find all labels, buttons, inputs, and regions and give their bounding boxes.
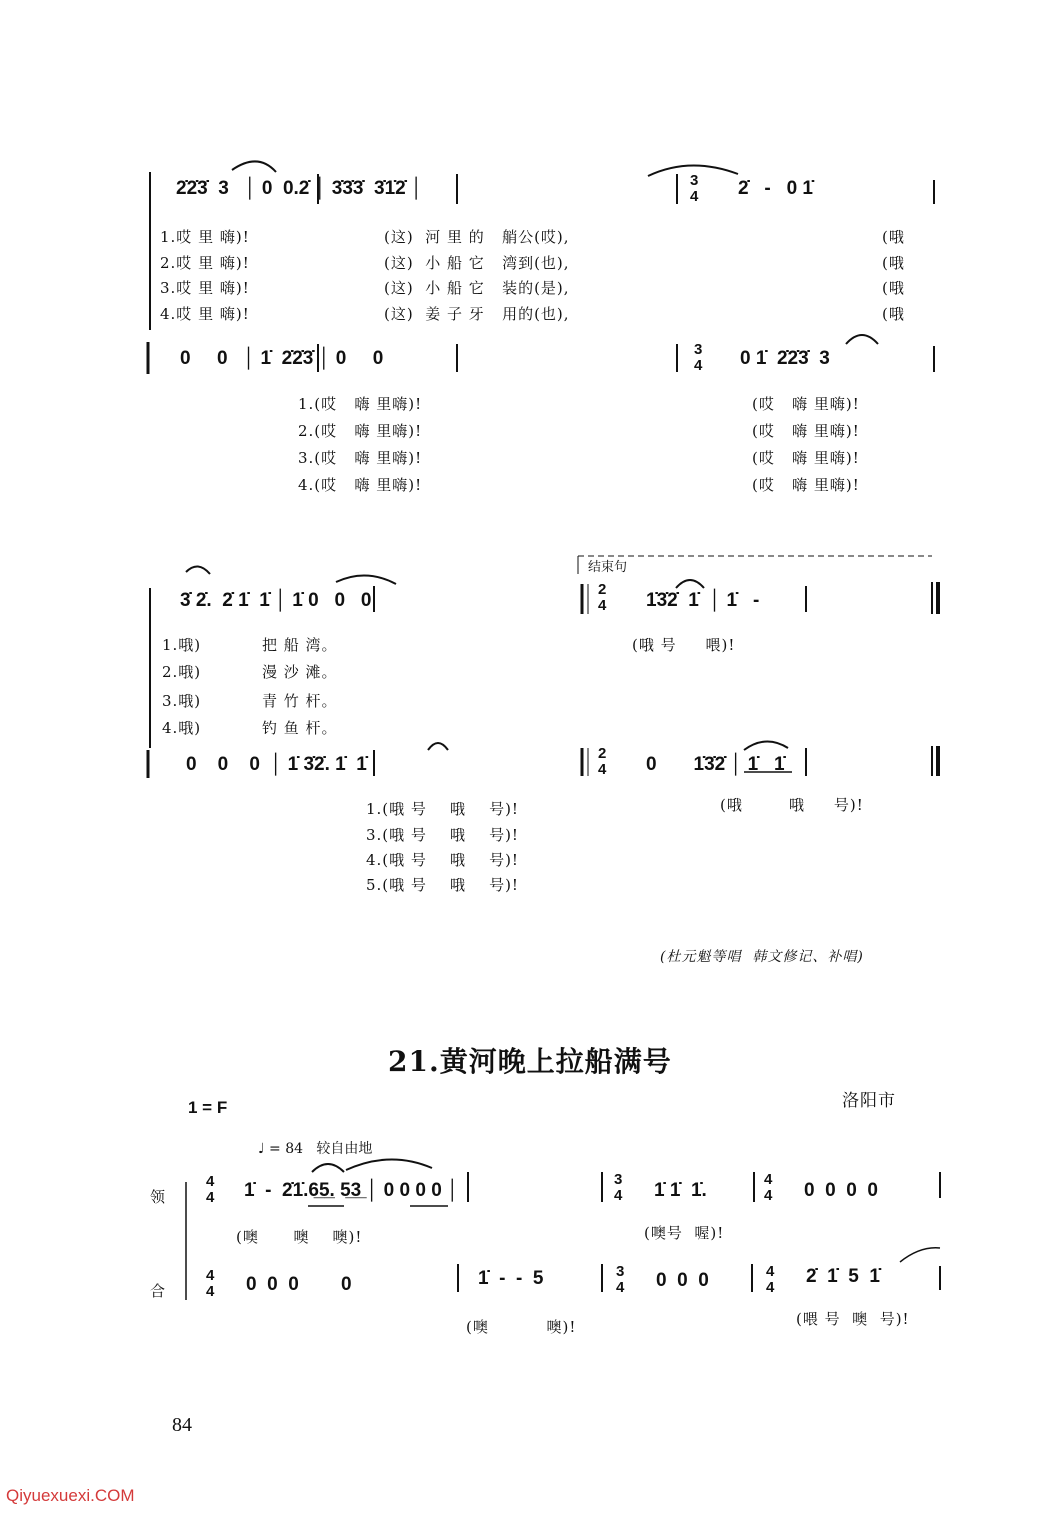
s1-lower-lyric: (哎 嗨 里嗨)! bbox=[752, 476, 860, 494]
s1-lyric-line: 4.哎 里 嗨)! bbox=[160, 305, 250, 323]
s2-lyric-line: (哦 号 喂)! bbox=[632, 636, 736, 654]
lead-time-sig-c: 4 4 bbox=[764, 1171, 773, 1204]
lead-notes-b: 1̇ 1̇ 1̇. bbox=[654, 1180, 707, 1201]
lead-notes-c: 0 0 0 0 bbox=[804, 1180, 878, 1201]
s2-lower-lyric: 4.(哦 号 哦 号)! bbox=[366, 851, 519, 869]
s1-lyric-line: (这) 河 里 的 艄公(哎), bbox=[384, 228, 570, 246]
chorus-notes-d: 2̇ 1̇ 5 1̇ bbox=[806, 1266, 880, 1287]
s2-upper-notes-end: 1̇3̇2̇ 1̇ │ 1̇ - bbox=[646, 590, 760, 611]
s2-lower-lyric: (哦 哦 号)! bbox=[720, 796, 864, 814]
s1-lower-lyric: (哎 嗨 里嗨)! bbox=[752, 449, 860, 467]
s1-lower-time-sig: 3 4 bbox=[694, 341, 703, 374]
s2-upper-notes: 3̇ 2̇. 2̇ 1̇ 1̇ │ 1̇ 0 0 0 bbox=[180, 590, 372, 611]
chorus-time-sig-c: 4 4 bbox=[766, 1263, 775, 1296]
lead-notes: 1̇ - 2̇1̇.6̲5̲. 5̲3̲ │ 0 0 0 0 │ bbox=[244, 1180, 459, 1201]
s2-upper-time-sig: 2 4 bbox=[598, 581, 607, 614]
s1-upper-notes: 2̇2̇3̇ 3 │ 0 0.2̇ │ 3̇3̇3̇ 3̇1̇2̇ │ bbox=[176, 178, 423, 199]
watermark: Qiyuexuexi.COM bbox=[6, 1486, 135, 1505]
s1-lyric-line: 3.哎 里 嗨)! bbox=[160, 279, 250, 297]
s2-lyric-line: 钓 鱼 杆。 bbox=[262, 719, 338, 737]
s1-lyric-line: (这) 小 船 它 装的(是), bbox=[384, 279, 570, 297]
lead-time-sig-b: 3 4 bbox=[614, 1171, 623, 1204]
chorus-lyric-b: (喂 号 噢 号)! bbox=[796, 1310, 910, 1328]
s1-lyric-line: (哦 bbox=[882, 279, 905, 297]
s1-lower-lyric: 1.(哎 嗨 里嗨)! bbox=[298, 395, 423, 413]
lead-lyric-a: (噢 噢 噢)! bbox=[236, 1228, 363, 1246]
tempo-marking: ♩ = 84 较自由地 bbox=[258, 1141, 373, 1157]
s1-lower-lyric: 3.(哎 嗨 里嗨)! bbox=[298, 449, 423, 467]
s1-lyric-line: (哦 bbox=[882, 254, 905, 272]
lead-time-sig-a: 4 4 bbox=[206, 1173, 215, 1206]
s2-lyric-line: 4.哦) bbox=[162, 719, 202, 737]
s1-lyric-line: (哦 bbox=[882, 305, 905, 323]
s1-lyric-line: 2.哎 里 嗨)! bbox=[160, 254, 250, 272]
s2-lyric-line: 2.哦) bbox=[162, 663, 202, 681]
s1-lower-lyric: 2.(哎 嗨 里嗨)! bbox=[298, 422, 423, 440]
chorus-notes: 0 0 0 0 bbox=[246, 1274, 352, 1295]
s2-lyric-line: 3.哦) bbox=[162, 692, 202, 710]
chorus-notes-b: 1̇ - - 5 bbox=[478, 1268, 544, 1289]
s1-lower-notes-end: 0 1̇ 2̇2̇3̇ 3 bbox=[740, 348, 830, 369]
s1-lyric-line: (这) 小 船 它 湾到(也), bbox=[384, 254, 570, 272]
song-title: 21.黄河晚上拉船满号 bbox=[388, 1045, 672, 1078]
song-location: 洛阳市 bbox=[842, 1091, 896, 1111]
s1-lower-lyric: (哎 嗨 里嗨)! bbox=[752, 422, 860, 440]
chorus-label: 合 bbox=[150, 1282, 167, 1300]
s2-lower-lyric: 5.(哦 号 哦 号)! bbox=[366, 876, 519, 894]
s2-lower-notes-end: 0 1̇3̇2̇ │ 1̇ 1̇ bbox=[646, 754, 785, 775]
performer-credit: (杜元魁等唱 韩文修记、补唱) bbox=[660, 949, 864, 965]
s2-lyric-line: 青 竹 杆。 bbox=[262, 692, 338, 710]
s1-lyric-line: 1.哎 里 嗨)! bbox=[160, 228, 250, 246]
lead-label: 领 bbox=[150, 1188, 167, 1206]
s1-lyric-line: (哦 bbox=[882, 228, 905, 246]
chorus-time-sig-a: 4 4 bbox=[206, 1267, 215, 1300]
page-number: 84 bbox=[172, 1414, 192, 1436]
s2-lower-time-sig: 2 4 bbox=[598, 745, 607, 778]
ending-label: 结束句 bbox=[588, 560, 628, 575]
s2-lower-notes: 0 0 0 │ 1̇ 3̇2̇. 1̇ 1̇ bbox=[186, 754, 367, 775]
lead-lyric-b: (噢号 喔)! bbox=[644, 1224, 725, 1242]
s2-lower-lyric: 3.(哦 号 哦 号)! bbox=[366, 826, 519, 844]
s1-lower-lyric: 4.(哎 嗨 里嗨)! bbox=[298, 476, 423, 494]
s1-upper-notes-end: 2̇ - 0 1̇ bbox=[738, 178, 813, 199]
s2-lyric-line: 1.哦) bbox=[162, 636, 202, 654]
chorus-time-sig-b: 3 4 bbox=[616, 1263, 625, 1296]
chorus-lyric-a: (噢 噢)! bbox=[466, 1318, 577, 1336]
s2-lyric-line: 漫 沙 滩。 bbox=[262, 663, 338, 681]
key-signature: 1 = F bbox=[188, 1098, 228, 1117]
chorus-notes-c: 0 0 0 bbox=[656, 1270, 709, 1291]
s1-lower-notes: 0 0 │ 1̇ 2̇2̇3̇ │ 0 0 bbox=[180, 348, 384, 369]
s2-lower-lyric: 1.(哦 号 哦 号)! bbox=[366, 800, 519, 818]
s2-lyric-line: 把 船 湾。 bbox=[262, 636, 338, 654]
s1-lower-lyric: (哎 嗨 里嗨)! bbox=[752, 395, 860, 413]
s1-upper-time-sig: 3 4 bbox=[690, 172, 699, 205]
s1-lyric-line: (这) 姜 子 牙 用的(也), bbox=[384, 305, 570, 323]
